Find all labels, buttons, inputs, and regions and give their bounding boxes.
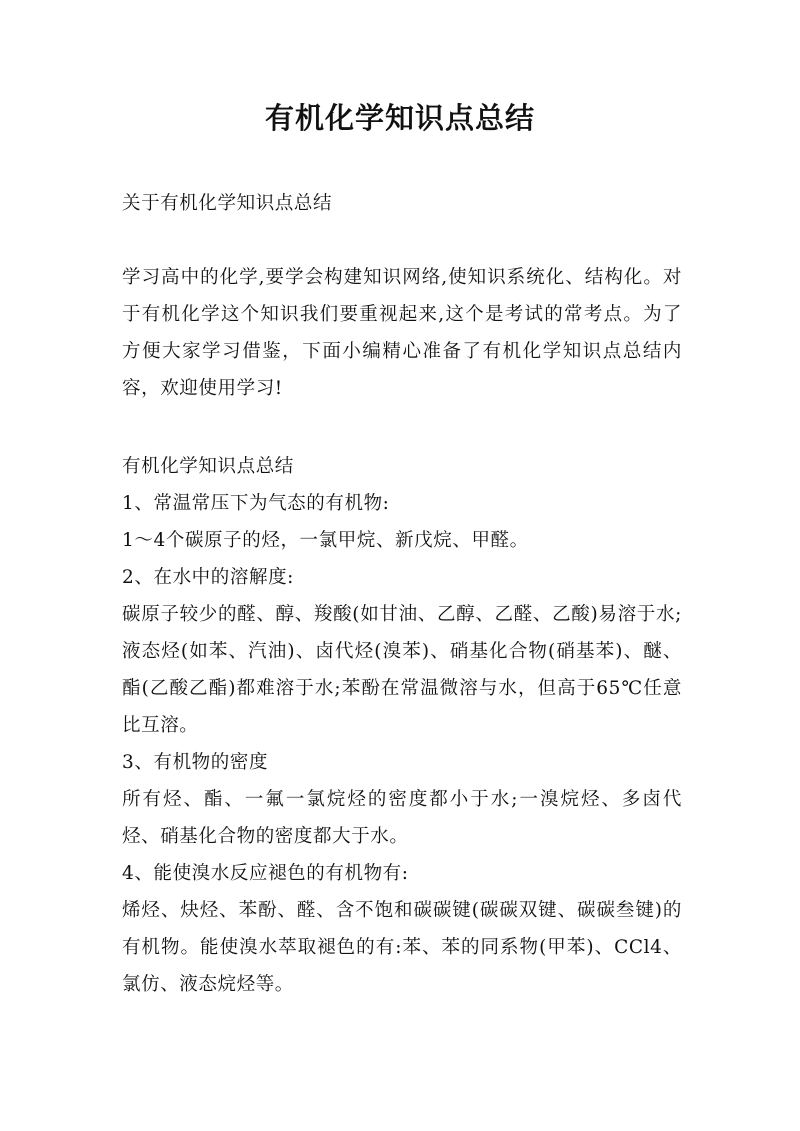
point-3-text: 所有烃、酯、一氟一氯烷烃的密度都小于水;一溴烷烃、多卤代烃、硝基化合物的密度都大于水。: [122, 789, 682, 847]
point-3-heading: 3、有机物的密度: [122, 752, 269, 773]
point-4-text: 烯烃、炔烃、苯酚、醛、含不饱和碳碳键(碳碳双键、碳碳叁键)的有机物。能使溴水萃取褪色的有:苯、苯的同系物(甲苯)、CCl4、氯仿、液态烷烃等。: [122, 900, 682, 995]
document-subtitle: 关于有机化学知识点总结: [122, 193, 333, 214]
intro-paragraph: [122, 259, 682, 407]
point-2-text: 碳原子较少的醛、醇、羧酸(如甘油、乙醇、乙醛、乙酸)易溶于水;液态烃(如苯、汽油)、卤代烃(溴苯)、硝基化合物(硝基苯)、醚、酯(乙酸乙酯)都难溶于水;苯酚在常温微溶与水，但高于65℃任意比互溶。: [122, 604, 682, 736]
point-1-text: 1～4个碳原子的烃，一氯甲烷、新戊烷、甲醛。: [122, 530, 529, 551]
section-heading: 有机化学知识点总结: [122, 456, 294, 477]
intro-text: 学习高中的化学,要学会构建知识网络,使知识系统化、结构化。对于有机化学这个知识我们要重视起来,这个是考试的常考点。为了方便大家学习借鉴，下面小编精心准备了有机化学知识点总结内容，欢迎使用学习!: [122, 267, 682, 399]
knowledge-content: [122, 448, 682, 1003]
document-title: 有机化学知识点总结: [264, 101, 535, 135]
point-4-heading: 4、能使溴水反应褪色的有机物有:: [122, 863, 409, 884]
point-2-heading: 2、在水中的溶解度:: [122, 567, 295, 588]
point-1-heading: 1、常温常压下为气态的有机物:: [122, 493, 390, 514]
